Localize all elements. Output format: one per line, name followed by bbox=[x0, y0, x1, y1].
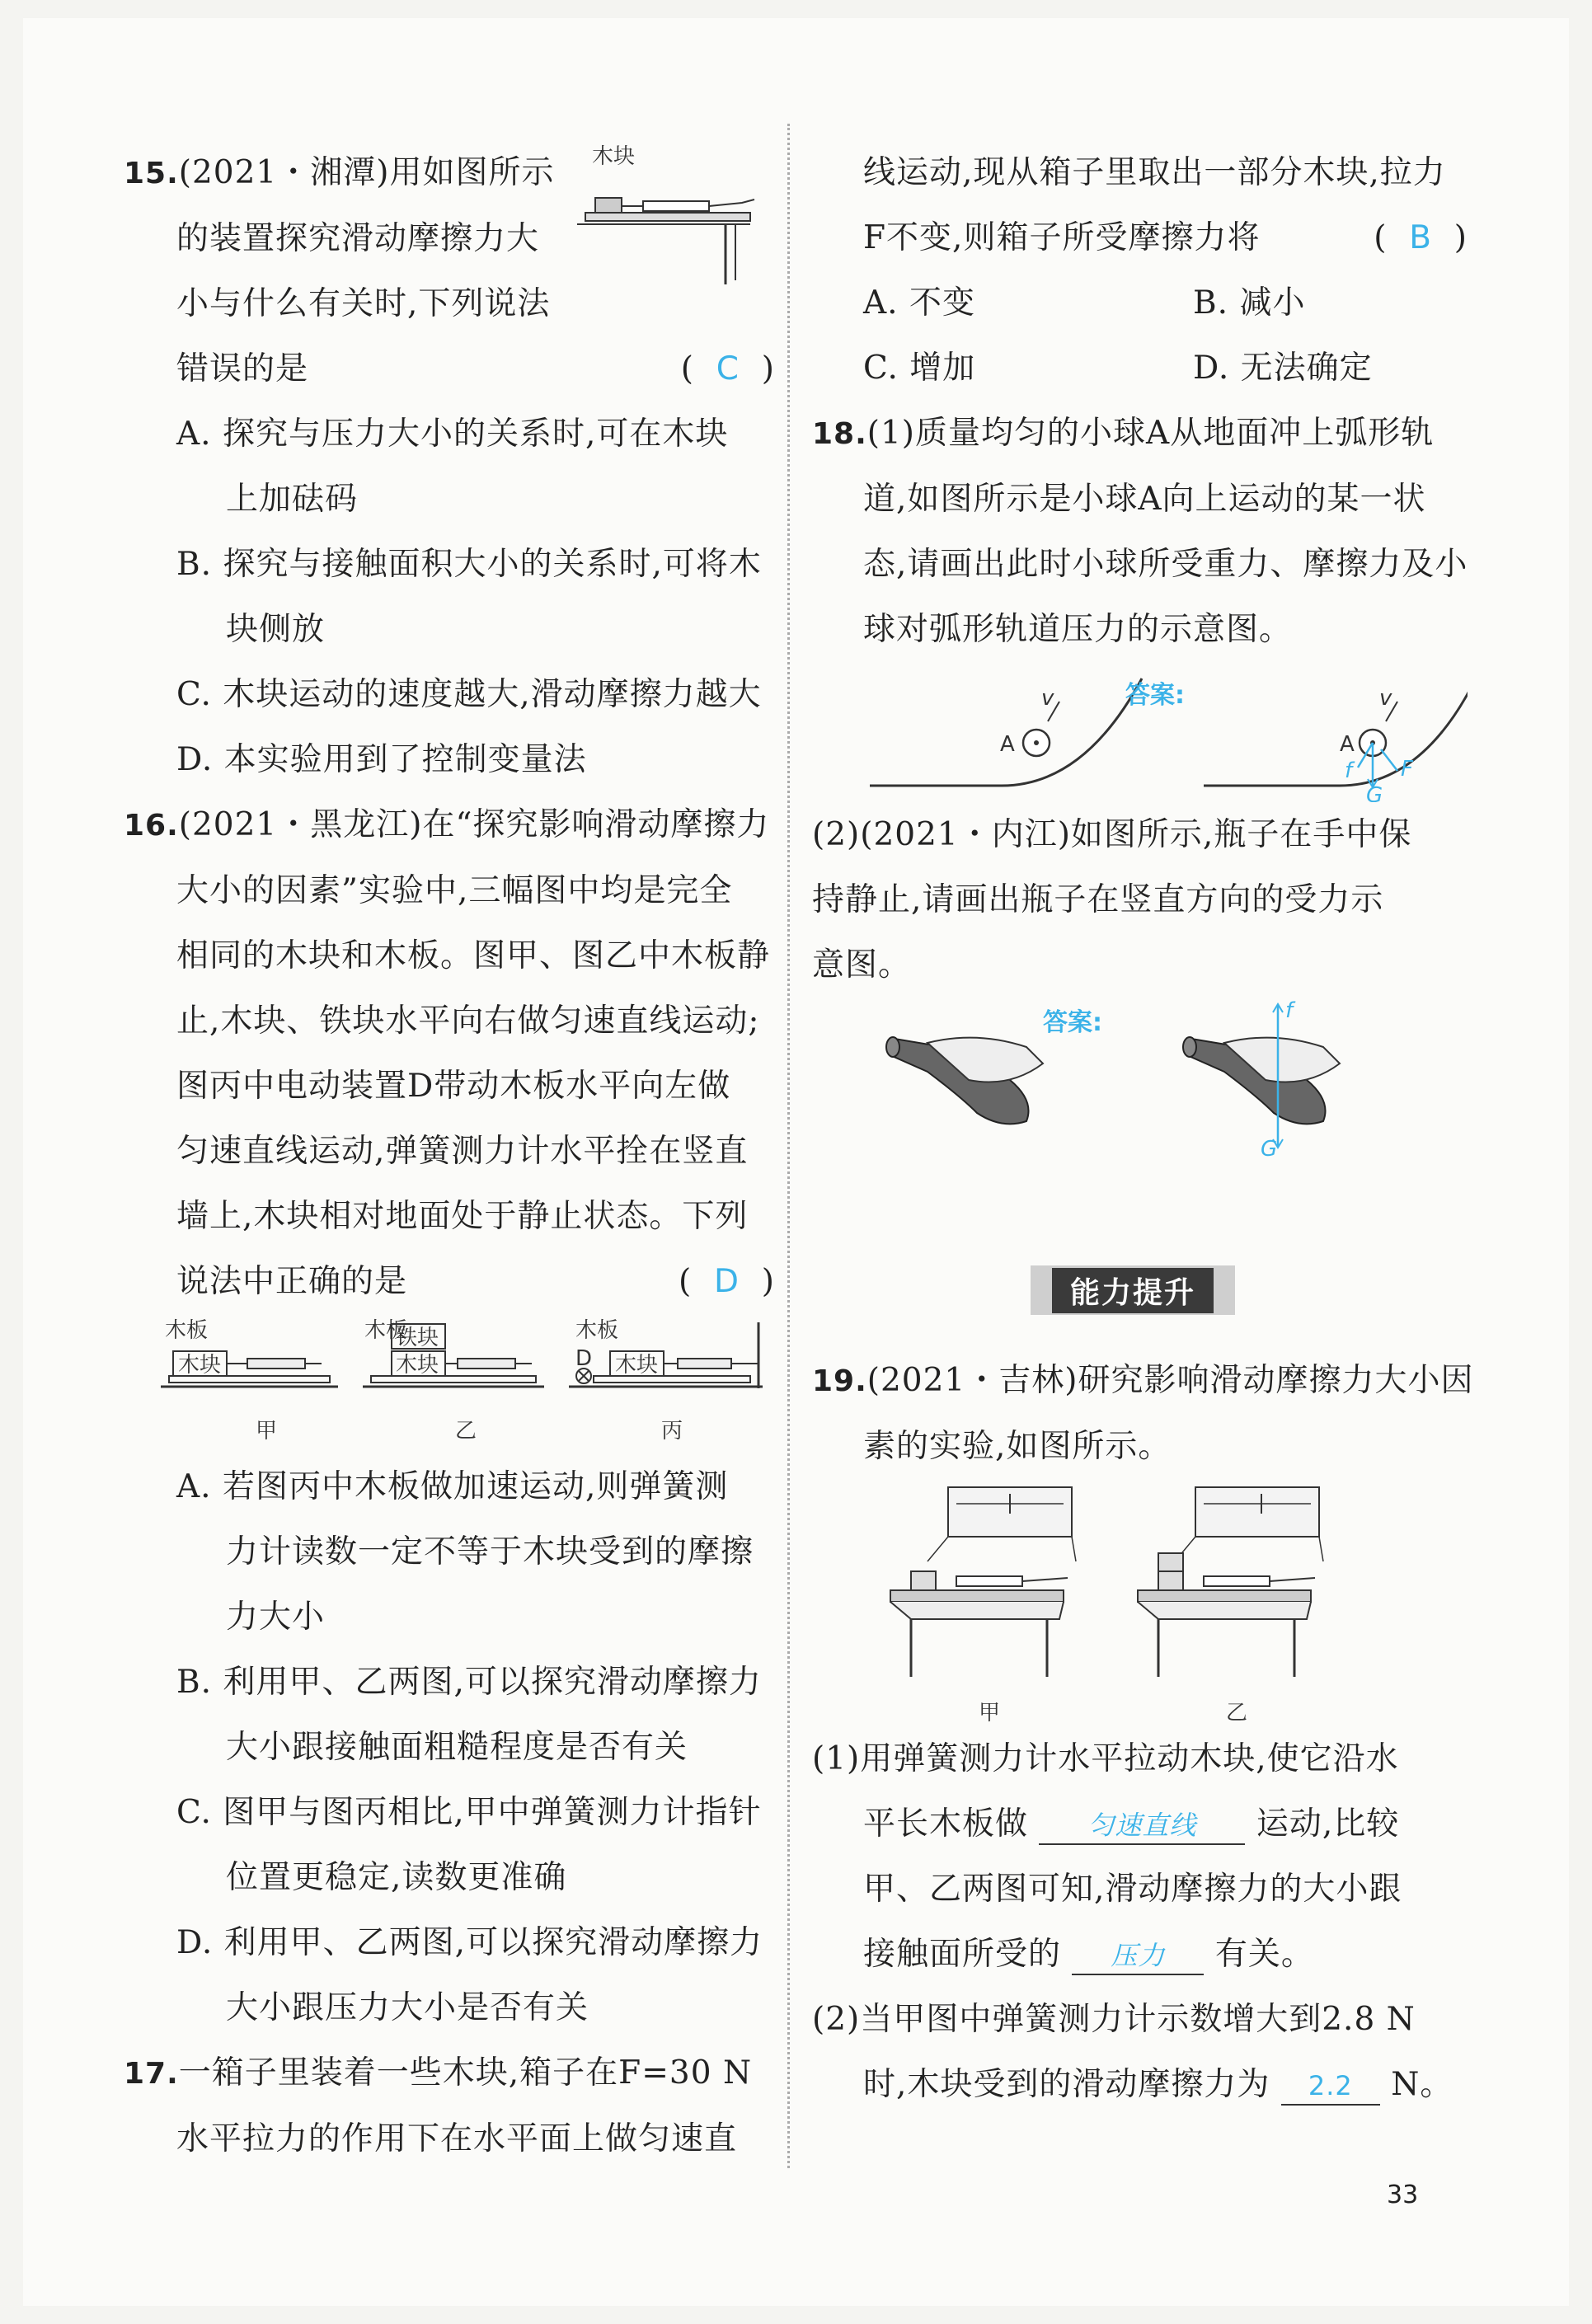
q19-text-2: 素的实验,如图所示。 bbox=[863, 1428, 1172, 1465]
svg-text:乙: 乙 bbox=[455, 1419, 477, 1444]
answer-choice: B bbox=[1409, 219, 1432, 256]
figure-bing bbox=[569, 1318, 763, 1444]
q16-text-6: 匀速直线运动,弹簧测力计水平拴在竖直 bbox=[176, 1133, 749, 1170]
q16-text-3: 相同的木块和木板。图甲、图乙中木板静 bbox=[176, 937, 771, 974]
q15-option-c: C. 木块运动的速度越大,滑动摩擦力越大 bbox=[176, 676, 762, 713]
answer-choice: C bbox=[716, 350, 740, 387]
q19-sub1-line4-post: 有关。 bbox=[1214, 1936, 1314, 1973]
svg-text:D: D bbox=[575, 1346, 593, 1371]
q16-option-c-cont: 位置更稳定,读数更准确 bbox=[226, 1859, 567, 1896]
pressure-label: F bbox=[1401, 757, 1413, 782]
blank-answer-2: 压力 bbox=[1072, 1937, 1204, 1975]
q18-part2-3: 意图。 bbox=[812, 946, 912, 984]
velocity-label: v bbox=[1041, 686, 1054, 711]
answer-tag: 答案: bbox=[1043, 1008, 1102, 1037]
q18-part1-4: 球对弧形轨道压力的示意图。 bbox=[863, 611, 1293, 648]
q15-text-3: 小与什么有关时,下列说法 bbox=[176, 285, 551, 322]
answer-tag: 答案: bbox=[1125, 681, 1185, 710]
svg-text:甲: 甲 bbox=[979, 1701, 1001, 1725]
q19-sub2-line1: (2)当甲图中弹簧测力计示数增大到2.8 N bbox=[812, 2001, 1416, 2038]
q17-option-b: B. 减小 bbox=[1193, 284, 1306, 322]
figure-jia bbox=[161, 1318, 338, 1444]
q19-sub2-line2-post: N。 bbox=[1391, 2066, 1453, 2103]
section-title: 能力提升 bbox=[1052, 1268, 1214, 1313]
q15-figure bbox=[577, 140, 767, 289]
answer-bracket: ( C ) bbox=[680, 350, 775, 387]
page-number: 33 bbox=[1387, 2181, 1419, 2209]
q16-option-d: D. 利用甲、乙两图,可以探究滑动摩擦力 bbox=[176, 1924, 763, 1961]
svg-text:木块: 木块 bbox=[396, 1353, 439, 1378]
q16-text-2: 大小的因素”实验中,三幅图中均是完全 bbox=[176, 872, 733, 909]
q16-option-c: C. 图甲与图丙相比,甲中弹簧测力计指针 bbox=[176, 1794, 762, 1831]
answer-bracket: ( D ) bbox=[678, 1263, 775, 1300]
q16-option-a-cont: 力计读数一定不等于木块受到的摩擦 bbox=[226, 1533, 754, 1570]
q17-text-2: 水平拉力的作用下在水平面上做匀速直 bbox=[176, 2120, 738, 2157]
q16-text-5: 图丙中电动装置D带动木板水平向左做 bbox=[176, 1068, 731, 1105]
question-17 bbox=[124, 2040, 775, 2171]
section-banner bbox=[1031, 1265, 1235, 1315]
q17-text-1: 一箱子里装着一些木块,箱子在F=30 N bbox=[178, 2054, 753, 2092]
svg-text:木块: 木块 bbox=[178, 1353, 222, 1378]
q16-option-b-cont: 大小跟接触面粗糙程度是否有关 bbox=[226, 1729, 688, 1766]
q15-text-4: 错误的是 bbox=[176, 350, 309, 387]
q15-option-d: D. 本实验用到了控制变量法 bbox=[176, 741, 587, 778]
q18-part1-3: 态,请画出此时小球所受重力、摩擦力及小 bbox=[863, 546, 1468, 583]
q15-text-2: 的装置探究滑动摩擦力大 bbox=[176, 220, 540, 257]
q19-sub1-line2-post: 运动,比较 bbox=[1256, 1805, 1400, 1843]
svg-text:木板: 木板 bbox=[575, 1318, 619, 1343]
blank-answer-3: 2.2 bbox=[1281, 2068, 1380, 2106]
q19-sub1-line4-pre: 接触面所受的 bbox=[863, 1936, 1062, 1973]
q16-text-1: (2021・黑龙江)在“探究影响滑动摩擦力 bbox=[178, 806, 770, 843]
figure-yi bbox=[1138, 1487, 1323, 1725]
q19-sub1-line2-pre: 平长木板做 bbox=[863, 1805, 1029, 1843]
q18-part1-2: 道,如图所示是小球A向上运动的某一状 bbox=[863, 481, 1426, 518]
gravity-label: G bbox=[1366, 783, 1383, 802]
q15-text-1: (2021・湘潭)用如图所示 bbox=[178, 154, 555, 191]
question-16 bbox=[124, 792, 775, 2040]
q18-bottle-figures bbox=[812, 998, 1468, 1162]
q17-option-c: C. 增加 bbox=[863, 350, 976, 387]
question-number: 19. bbox=[812, 1364, 867, 1398]
q17-option-d: D. 无法确定 bbox=[1193, 350, 1373, 387]
q19-figures bbox=[812, 1479, 1468, 1726]
question-number: 16. bbox=[124, 809, 179, 843]
figure-jia bbox=[890, 1487, 1076, 1725]
question-18 bbox=[812, 401, 1468, 1162]
column-divider bbox=[787, 124, 790, 2168]
svg-text:木板: 木板 bbox=[165, 1318, 209, 1343]
q18-part2-1: (2)(2021・内江)如图所示,瓶子在手中保 bbox=[812, 816, 1412, 853]
bottle-figure-right bbox=[1183, 998, 1340, 1162]
question-number: 18. bbox=[812, 417, 867, 451]
svg-text:A: A bbox=[1340, 732, 1355, 757]
figure-yi bbox=[363, 1318, 544, 1444]
q17-option-a: A. 不变 bbox=[863, 284, 975, 322]
q16-option-d-cont: 大小跟压力大小是否有关 bbox=[226, 1989, 589, 2026]
svg-text:木板: 木板 bbox=[364, 1318, 408, 1343]
q15-option-a: A. 探究与压力大小的关系时,可在木块 bbox=[176, 416, 729, 453]
q15-option-a-cont: 上加砝码 bbox=[226, 481, 359, 518]
right-column bbox=[812, 140, 1468, 1162]
q16-option-b: B. 利用甲、乙两图,可以探究滑动摩擦力 bbox=[176, 1664, 762, 1701]
q16-text-4: 止,木块、铁块水平向右做匀速直线运动; bbox=[176, 1002, 760, 1040]
q15-option-b-cont: 块侧放 bbox=[226, 611, 326, 648]
ball-label: A bbox=[1000, 732, 1015, 757]
q16-option-a-cont2: 力大小 bbox=[226, 1599, 326, 1636]
q19-sub2-line2-pre: 时,木块受到的滑动摩擦力为 bbox=[863, 2066, 1270, 2103]
q15-option-b: B. 探究与接触面积大小的关系时,可将木 bbox=[176, 546, 762, 583]
question-15 bbox=[124, 140, 775, 792]
q16-text-7: 墙上,木块相对地面处于静止状态。下列 bbox=[176, 1198, 749, 1235]
friction-label: f bbox=[1345, 758, 1353, 783]
svg-text:丙: 丙 bbox=[661, 1419, 683, 1444]
question-19 bbox=[812, 1348, 1474, 2117]
q17-text-3: 线运动,现从箱子里取出一部分木块,拉力 bbox=[863, 154, 1446, 191]
q17-text-4: F不变,则箱子所受摩擦力将 bbox=[863, 219, 1261, 256]
question-number: 17. bbox=[124, 2057, 179, 2091]
answer-bracket: ( B ) bbox=[1374, 219, 1468, 256]
left-column bbox=[124, 140, 775, 2171]
svg-text:乙: 乙 bbox=[1226, 1701, 1248, 1725]
answer-choice: D bbox=[713, 1263, 740, 1300]
q18-ball-figures bbox=[812, 662, 1468, 802]
q18-part1-1: (1)质量均匀的小球A从地面冲上弧形轨 bbox=[866, 415, 1435, 452]
blank-answer-1: 匀速直线 bbox=[1039, 1807, 1245, 1845]
svg-text:甲: 甲 bbox=[256, 1419, 278, 1444]
q18-part2-2: 持静止,请画出瓶子在竖直方向的受力示 bbox=[812, 881, 1384, 918]
svg-text:v: v bbox=[1379, 686, 1392, 711]
bottle-figure-left bbox=[886, 1037, 1043, 1124]
q19-sub1-line1: (1)用弹簧测力计水平拉动木块,使它沿水 bbox=[812, 1740, 1399, 1777]
q16-option-a: A. 若图丙中木板做加速运动,则弹簧测 bbox=[176, 1468, 729, 1505]
block-label: 木块 bbox=[592, 144, 636, 169]
q19-text-1: (2021・吉林)研究影响滑动摩擦力大小因 bbox=[866, 1362, 1474, 1399]
q19-sub1-line3: 甲、乙两图可知,滑动摩擦力的大小跟 bbox=[863, 1871, 1402, 1908]
q16-text-8: 说法中正确的是 bbox=[176, 1263, 408, 1300]
q16-figures bbox=[124, 1314, 775, 1454]
svg-text:铁块: 铁块 bbox=[396, 1326, 439, 1350]
question-number: 15. bbox=[124, 157, 179, 190]
svg-text:木块: 木块 bbox=[615, 1353, 659, 1378]
friction-label: f bbox=[1285, 998, 1294, 1023]
gravity-label: G bbox=[1261, 1137, 1278, 1162]
